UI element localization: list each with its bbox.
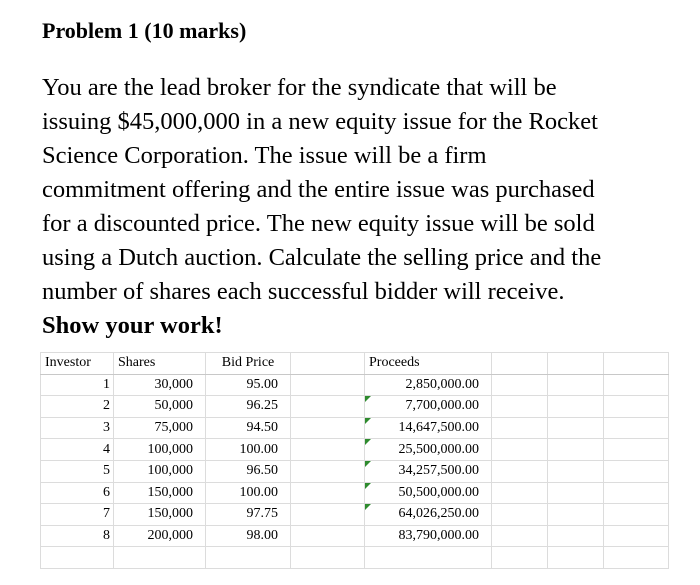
empty-cell — [548, 482, 604, 504]
table-row — [41, 482, 669, 504]
bid-price-cell: 100.00 — [206, 482, 291, 504]
empty-cell — [206, 547, 291, 569]
proceeds-cell: 25,500,000.00 — [365, 439, 492, 461]
empty-cell — [41, 547, 114, 569]
empty-cell — [604, 547, 669, 569]
header-investor: Investor — [41, 353, 114, 375]
empty-cell — [291, 460, 365, 482]
investor-cell: 3 — [41, 417, 114, 439]
empty-cell — [291, 525, 365, 547]
bid-price-cell: 94.50 — [206, 417, 291, 439]
empty-cell — [604, 439, 669, 461]
empty-cell — [548, 525, 604, 547]
header-proceeds: Proceeds — [365, 353, 492, 375]
table-row — [41, 396, 669, 418]
bid-price-cell: 100.00 — [206, 439, 291, 461]
shares-cell: 150,000 — [114, 482, 206, 504]
statement-line: You are the lead broker for the syndicate that will be — [42, 74, 557, 101]
shares-cell: 30,000 — [114, 374, 206, 396]
empty-cell — [291, 547, 365, 569]
statement-line: Science Corporation. The issue will be a firm — [42, 142, 487, 169]
empty-cell — [604, 504, 669, 526]
bid-table — [40, 352, 669, 569]
empty-cell — [548, 439, 604, 461]
empty-cell — [548, 417, 604, 439]
statement-line: using a Dutch auction. Calculate the selling price and the — [42, 244, 602, 271]
table-header-row — [41, 353, 669, 375]
shares-cell: 50,000 — [114, 396, 206, 418]
table-row — [41, 374, 669, 396]
shares-cell: 100,000 — [114, 439, 206, 461]
shares-cell: 150,000 — [114, 504, 206, 526]
empty-cell — [604, 353, 669, 375]
proceeds-cell: 14,647,500.00 — [365, 417, 492, 439]
problem-title: Problem 1 (10 marks) — [42, 18, 247, 43]
investor-cell: 1 — [41, 374, 114, 396]
empty-cell — [492, 547, 548, 569]
empty-cell — [604, 525, 669, 547]
shares-cell: 100,000 — [114, 460, 206, 482]
proceeds-cell: 64,026,250.00 — [365, 504, 492, 526]
table-row — [41, 439, 669, 461]
empty-cell — [492, 482, 548, 504]
empty-cell — [291, 504, 365, 526]
shares-cell: 75,000 — [114, 417, 206, 439]
bid-price-cell: 96.25 — [206, 396, 291, 418]
problem-statement — [42, 71, 682, 343]
bid-price-cell: 95.00 — [206, 374, 291, 396]
investor-cell: 2 — [41, 396, 114, 418]
empty-cell — [492, 396, 548, 418]
proceeds-cell: 34,257,500.00 — [365, 460, 492, 482]
header-bid-price: Bid Price — [206, 353, 291, 375]
empty-cell — [548, 396, 604, 418]
table-row — [41, 417, 669, 439]
empty-cell — [492, 374, 548, 396]
investor-cell: 5 — [41, 460, 114, 482]
empty-cell — [548, 547, 604, 569]
header-shares: Shares — [114, 353, 206, 375]
empty-cell — [548, 504, 604, 526]
empty-cell — [492, 353, 548, 375]
statement-line: for a discounted price. The new equity issue will be sold — [42, 210, 595, 237]
empty-cell — [604, 396, 669, 418]
investor-cell: 4 — [41, 439, 114, 461]
empty-cell — [291, 396, 365, 418]
statement-line: issuing $45,000,000 in a new equity issue for the Rocket — [42, 108, 598, 135]
statement-line: commitment offering and the entire issue was purchased — [42, 176, 595, 203]
empty-cell — [548, 374, 604, 396]
bid-price-cell: 97.75 — [206, 504, 291, 526]
proceeds-cell: 7,700,000.00 — [365, 396, 492, 418]
empty-cell — [604, 374, 669, 396]
empty-cell — [365, 547, 492, 569]
empty-cell — [291, 482, 365, 504]
investor-cell: 8 — [41, 525, 114, 547]
bid-price-cell: 96.50 — [206, 460, 291, 482]
empty-cell — [548, 353, 604, 375]
table-row — [41, 504, 669, 526]
shares-cell: 200,000 — [114, 525, 206, 547]
bid-price-cell: 98.00 — [206, 525, 291, 547]
proceeds-cell: 83,790,000.00 — [365, 525, 492, 547]
table-row — [41, 525, 669, 547]
empty-cell — [492, 460, 548, 482]
investor-cell: 7 — [41, 504, 114, 526]
empty-cell — [492, 439, 548, 461]
empty-cell — [492, 417, 548, 439]
empty-cell — [604, 460, 669, 482]
empty-cell — [291, 374, 365, 396]
empty-cell — [114, 547, 206, 569]
investor-cell: 6 — [41, 482, 114, 504]
empty-cell — [548, 460, 604, 482]
empty-cell — [291, 353, 365, 375]
empty-cell — [291, 439, 365, 461]
proceeds-cell: 50,500,000.00 — [365, 482, 492, 504]
show-work-instruction: Show your work! — [42, 312, 223, 339]
empty-cell — [604, 482, 669, 504]
empty-cell — [291, 417, 365, 439]
table-row — [41, 460, 669, 482]
proceeds-cell: 2,850,000.00 — [365, 374, 492, 396]
statement-line: number of shares each successful bidder will receive. — [42, 278, 565, 305]
empty-cell — [492, 504, 548, 526]
bid-table-body — [41, 353, 669, 569]
empty-cell — [604, 417, 669, 439]
table-row — [41, 547, 669, 569]
empty-cell — [492, 525, 548, 547]
